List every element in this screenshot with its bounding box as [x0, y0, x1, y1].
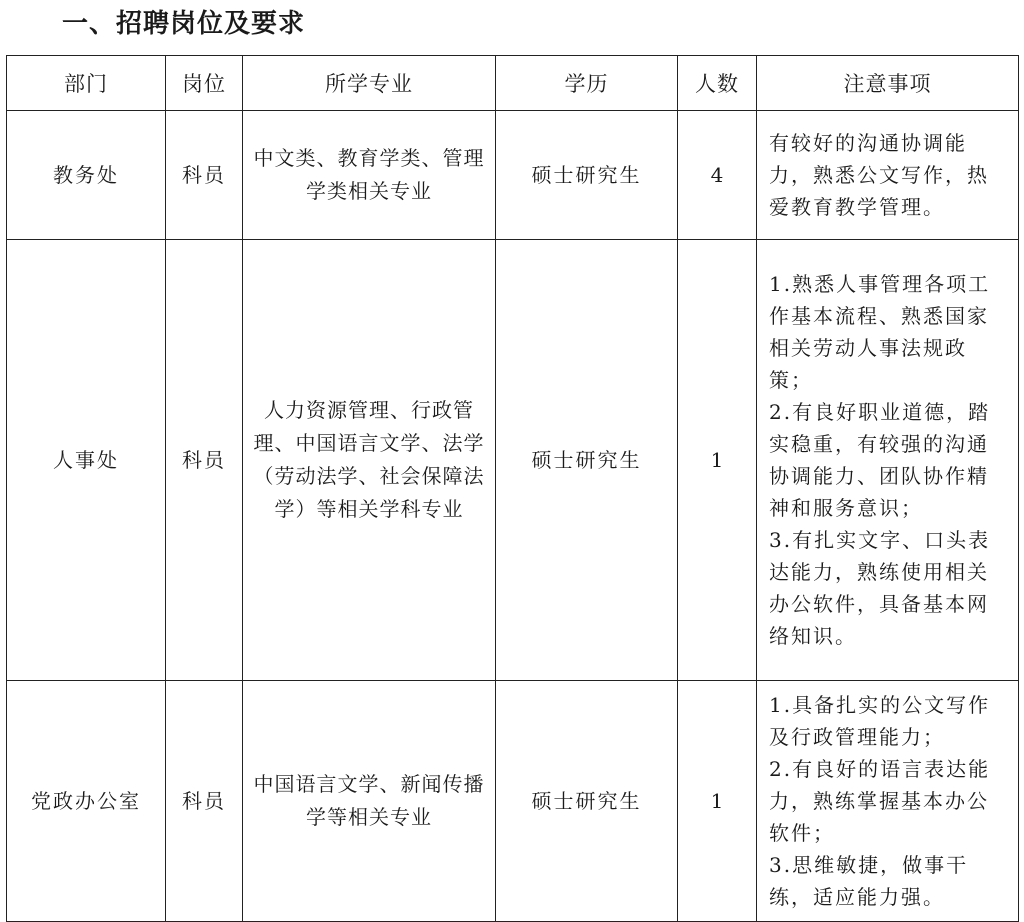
notes-cell	[757, 111, 1019, 240]
department-cell: 党政办公室	[7, 681, 166, 922]
notes-cell	[757, 240, 1019, 681]
position-cell: 科员	[166, 681, 243, 922]
department-cell: 教务处	[7, 111, 166, 240]
count-cell: 4	[678, 111, 757, 240]
notes-item: 1.具备扎实的公文写作及行政管理能力；	[769, 693, 991, 749]
count-cell: 1	[678, 681, 757, 922]
header-degree: 学历	[496, 56, 678, 111]
major-cell: 中文类、教育学类、管理学类相关专业	[243, 111, 496, 240]
section-heading: 一、招聘岗位及要求	[62, 9, 306, 39]
position-cell: 科员	[166, 240, 243, 681]
header-position: 岗位	[166, 56, 243, 111]
table-row	[7, 681, 1019, 922]
notes-item: 3.思维敏捷，做事干练，适应能力强。	[769, 853, 969, 909]
table-row	[7, 240, 1019, 681]
header-department: 部门	[7, 56, 166, 111]
major-cell: 中国语言文学、新闻传播学等相关专业	[243, 681, 496, 922]
notes-cell	[757, 681, 1019, 922]
position-cell: 科员	[166, 111, 243, 240]
notes-item: 2.有良好职业道德，踏实稳重，有较强的沟通协调能力、团队协作精神和服务意识；	[769, 400, 991, 520]
table-body	[7, 111, 1019, 922]
count-cell: 1	[678, 240, 757, 681]
notes-item: 有较好的沟通协调能力，熟悉公文写作，热爱教育教学管理。	[769, 131, 989, 219]
notes-item: 3.有扎实文字、口头表达能力，熟练使用相关办公软件，具备基本网络知识。	[769, 528, 991, 648]
table-row	[7, 111, 1019, 240]
header-row	[7, 56, 1019, 111]
header-count: 人数	[678, 56, 757, 111]
major-cell: 人力资源管理、行政管理、中国语言文学、法学（劳动法学、社会保障法学）等相关学科专业	[243, 240, 496, 681]
recruitment-table	[6, 55, 1019, 922]
degree-cell: 硕士研究生	[496, 681, 678, 922]
header-notes: 注意事项	[757, 56, 1019, 111]
header-major: 所学专业	[243, 56, 496, 111]
notes-item: 1.熟悉人事管理各项工作基本流程、熟悉国家相关劳动人事法规政策；	[769, 272, 991, 392]
notes-item: 2.有良好的语言表达能力，熟练掌握基本办公软件；	[769, 757, 991, 845]
degree-cell: 硕士研究生	[496, 111, 678, 240]
department-cell: 人事处	[7, 240, 166, 681]
degree-cell: 硕士研究生	[496, 240, 678, 681]
table-header	[7, 56, 1019, 111]
